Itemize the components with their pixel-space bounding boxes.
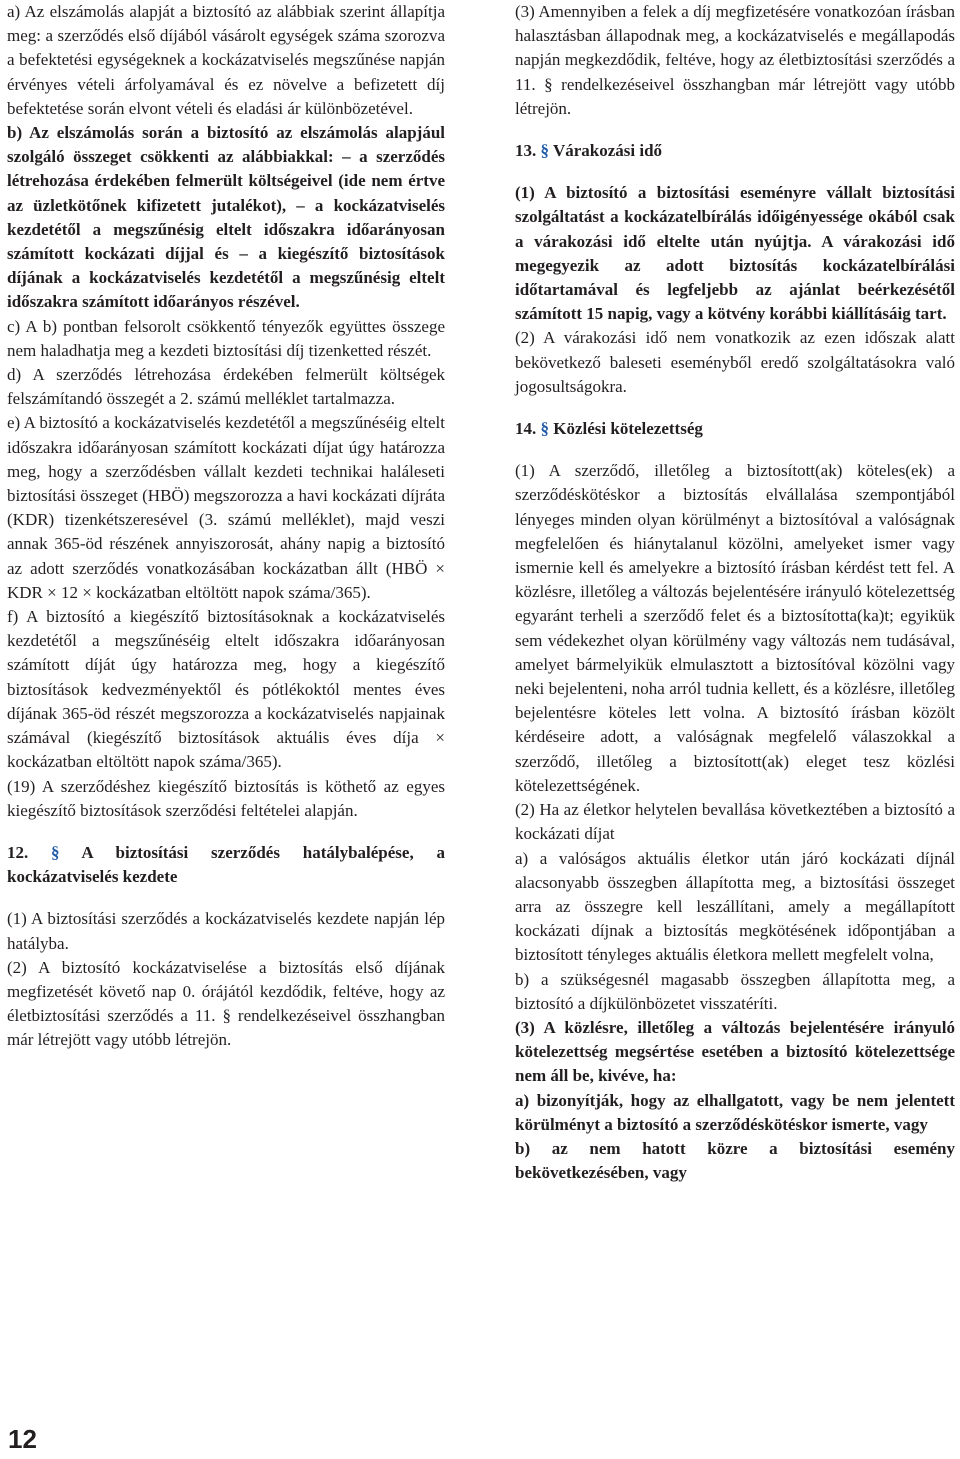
section-12-heading xyxy=(7,841,445,889)
section-12-number: 12. xyxy=(7,842,29,862)
paragraph-13-1: (1) A biztosító a biztosítási eseményre vállalt biztosítási szolgáltatást a kockázatelbírálás időigényessége okából csak a várakozási idő eltelte után nyújtja. A várakozási idő megegyezik az adott biztosítás kockázatelbírálási időtartamával és legfeljebb az ajánlat beérkezésétől számított 15 napig, vagy a kötvény korábbi kiállításáig tart. xyxy=(515,183,955,324)
section-13-number: 13. xyxy=(515,141,537,161)
paragraph-b: b) Az elszámolás során a biztosító az elszámolás alapjául szolgáló összeget csökkenti az alábbiakkal: – a szerződés létrehozása érdekében felmerült költségeivel (ide nem értve az üzletkötőnek kifizetett jutalékot), – a kockázatviselés kezdetétől a megszűnésig eltelt időszakra időarányosan számított kockázati díjjal és – a kiegészítő biztosítások díjának a kockázatviselés kezdetétől a megszűnésig eltelt időszakra számított időarányos részével. xyxy=(7,123,445,312)
section-sign-icon: § xyxy=(540,141,549,161)
paragraph-12-3: (3) Amennyiben a felek a díj megfizetésére vonatkozóan írásban halasztásban állapodnak meg, a kockázatviselés e megállapodás napján megkezdődik, feltéve, hogy az életbiztosítási szerződés a 11. § rendelkezéseivel összhangban már létrejött vagy utóbb létrejön. xyxy=(515,2,955,118)
section-14-title: Közlési kötelezettség xyxy=(553,419,703,439)
paragraph-14-3: (3) A közlésre, illetőleg a változás bejelentésére irányuló kötelezettség megsértése esetében a biztosító kötelezettsége nem áll be, kivéve, ha: xyxy=(515,1017,955,1086)
paragraph-14-1: (1) A szerződő, illetőleg a biztosított(ak) köteles(ek) a szerződéskötéskor a biztosítás elvállalása szempontjából lényeges minden olyan körülményt a biztosítóval a valóságnak megfelelően és hiánytalanul közölni, amelyeket ismer vagy ismernie kell és amelyekre a biztosító írásban kérdést tett fel. A közlésre, illetőleg a változás bejelentésére irányuló kötelezettség egyaránt terheli a szerződő felet és a biztosította(ka)t; egyikük sem védekezhet olyan körülmény vagy változás nem tudásával, amelyet bármelyikük elmulasztott a biztosítóval közölni vagy neki bejelenteni, noha arról tudnia kellett, és a közlésre, illetőleg bejelentésre köteles lett volna. A biztosító írásban közölt kérdéseire adott, a valóságnak megfelelő válaszokkal a szerződő, illetőleg a biztosított(ak) eleget tesz közlési kötelezettségének. xyxy=(515,461,955,795)
paragraph-c: c) A b) pontban felsorolt csökkentő tényezők együttes összege nem haladhatja meg a kezdeti biztosítási díj tizenketted részét. xyxy=(7,316,445,360)
paragraph-12-2: (2) A biztosító kockázatviselése a biztosítás első díjának megfizetését követő nap 0. órájától kezdődik, feltéve, hogy az életbiztosítási szerződés a 11. § rendelkezéseivel összhangban már létrejött vagy utóbb létrejön. xyxy=(7,957,445,1050)
paragraph-19: (19) A szerződéshez kiegészítő biztosítás is köthető az egyes kiegészítő biztosítások szerződési feltételei alapján. xyxy=(7,776,445,820)
section-14-heading xyxy=(515,417,955,441)
section-12-title: A biztosítási szerződés hatálybalépése, a kockázatviselés kezdete xyxy=(7,842,446,887)
section-sign-icon: § xyxy=(51,842,60,862)
left-column xyxy=(7,0,445,1053)
page-number: 12 xyxy=(8,1424,37,1454)
paragraph-14-3b: b) az nem hatott közre a biztosítási esemény bekövetkezésében, vagy xyxy=(515,1138,955,1183)
paragraph-13-2: (2) A várakozási idő nem vonatkozik az ezen időszak alatt bekövetkező baleseti eseményből eredő szolgáltatásokra való jogosultságokra. xyxy=(515,328,955,396)
paragraph-12-1: (1) A biztosítási szerződés a kockázatviselés kezdete napján lép hatályba. xyxy=(7,909,445,953)
paragraph-f: f) A biztosító a kiegészítő biztosításoknak a kockázatviselés kezdetétől a megszűnéséig eltelt időszakra időarányosan számított díját úgy határozza meg, hogy a kiegészítő biztosítások kedvezményektől és pótlékoktól mentes éves díjának 365-öd részét megszorozza a kockázatviselés napjainak számával (kiegészítő biztosítások aktuális éves díja × kockázatban eltöltött napok száma/365). xyxy=(7,607,445,772)
section-sign-icon: § xyxy=(540,419,549,439)
paragraph-14-2b: b) a szükségesnél magasabb összegben állapította meg, a biztosító a díjkülönbözetet visszatéríti. xyxy=(515,969,955,1013)
paragraph-a: a) Az elszámolás alapját a biztosító az alábbiak szerint állapítja meg: a szerződés első díjából vásárolt egységek száma szorozva a befektetési egységeknek a kockázatviselés megszűnése napján érvényes vételi árfolyamával és ez növelve a befizetett díj befektetése során elvont vételi és eladási ár különbözetével. xyxy=(7,2,445,118)
paragraph-14-2: (2) Ha az életkor helytelen bevallása következtében a biztosító a kockázati díjat xyxy=(515,800,955,844)
section-13-title: Várakozási idő xyxy=(552,141,663,161)
paragraph-14-3a: a) bizonyítják, hogy az elhallgatott, vagy be nem jelentett körülményt a biztosító a szerződéskötéskor ismerte, vagy xyxy=(515,1090,955,1134)
section-14-number: 14. xyxy=(515,419,537,439)
section-13-heading xyxy=(515,139,955,163)
right-column xyxy=(515,0,955,1185)
paragraph-d: d) A szerződés létrehozása érdekében felmerült költségek felszámítandó összegét a 2. számú melléklet tartalmazza. xyxy=(7,365,445,409)
paragraph-14-2a: a) a valóságos aktuális életkor után járó kockázati díjnál alacsonyabb összegben állapította meg, a biztosítási összeget arra az összegre kell leszállítani, amely a megállapított kockázati díjnak a biztosítás megkötésének időpontjában a biztosított tényleges aktuális életkora mellett megfelelt volna, xyxy=(515,848,955,965)
paragraph-e: e) A biztosító a kockázatviselés kezdetétől a megszűnéséig eltelt időszakra időarányosan számított kockázati díjat úgy határozza meg, hogy a szerződésben vállalt kezdeti technikai haláleseti biztosítási összeget (HBÖ) megszorozza a havi kockázati díjráta (KDR) tizenkétszeresével (3. számú melléklet), majd veszi annak 365-öd részének annyiszorosát, ahány napig a biztosító az adott szerződés vonatkozásában kockázatban állt (HBÖ × KDR × 12 × kockázatban eltöltött napok száma/365). xyxy=(7,413,445,602)
